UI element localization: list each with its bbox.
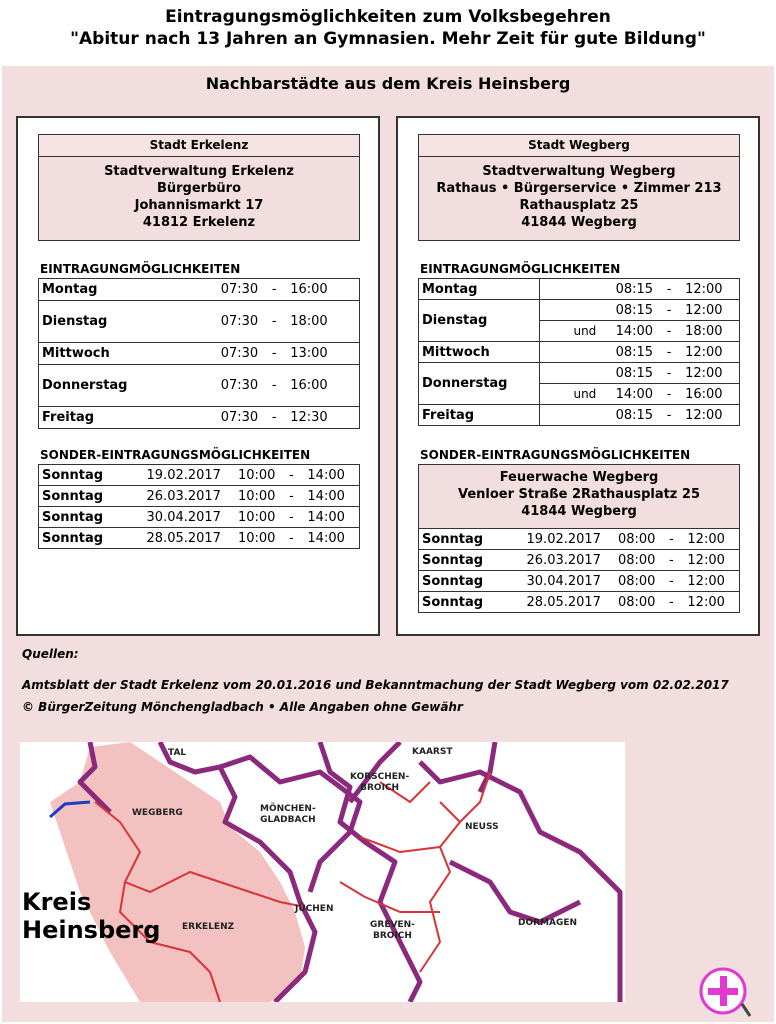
map-label-grevenbroich: GREVEN- BROICH <box>370 920 415 941</box>
address-line: Rathaus • Bürgerservice • Zimmer 213 <box>436 181 722 196</box>
map-label-moenchengladbach: MÖNCHEN- GLADBACH <box>260 804 316 825</box>
day-cell: Sonntag <box>419 571 504 592</box>
table-row <box>419 529 740 550</box>
day-cell: Mittwoch <box>39 343 190 365</box>
map-drawing <box>20 742 625 1002</box>
section-subtitle: Nachbarstädte aus dem Kreis Heinsberg <box>205 74 571 93</box>
erkelenz-regular-table <box>38 278 360 429</box>
wegberg-city-header: Stadt Wegberg <box>419 135 739 157</box>
time-to: 14:00 <box>304 465 359 486</box>
time-to: 14:00 <box>304 486 359 507</box>
day-cell: Montag <box>419 279 540 300</box>
map-title <box>22 888 160 944</box>
date-cell: 30.04.2017 <box>123 507 224 528</box>
time-to: 12:30 <box>287 407 359 429</box>
map-title-line-1: Kreis <box>22 888 92 916</box>
wegberg-regular-table <box>418 278 740 426</box>
erkelenz-address <box>39 157 359 231</box>
table-row <box>39 507 360 528</box>
table-row <box>419 550 740 571</box>
dash: - <box>656 342 682 363</box>
wegberg-regular-heading: EINTRAGUNGMÖGLICHKEITEN <box>420 262 621 276</box>
page-title-line-2: "Abitur nach 13 Jahren an Gymnasien. Mehr Zeit für gute Bildung" <box>70 29 706 49</box>
time-to: 12:00 <box>684 592 739 613</box>
address-line: Stadtverwaltung Erkelenz <box>104 164 294 179</box>
location-line: Feuerwache Wegberg <box>499 470 659 485</box>
time-from: 14:00 <box>599 321 656 342</box>
time-from: 08:15 <box>599 279 656 300</box>
time-from: 07:30 <box>190 343 261 365</box>
day-cell: Donnerstag <box>39 365 190 407</box>
dash: - <box>656 405 682 426</box>
region-map <box>20 742 625 1002</box>
time-from: 10:00 <box>224 486 278 507</box>
dash: - <box>656 321 682 342</box>
time-to: 12:00 <box>684 571 739 592</box>
day-cell: Sonntag <box>39 507 124 528</box>
table-row <box>419 300 740 321</box>
time-to: 16:00 <box>287 279 359 301</box>
erkelenz-card <box>16 116 380 636</box>
add-plus-button[interactable] <box>698 964 752 1018</box>
location-line: 41844 Wegberg <box>521 504 637 519</box>
dash: - <box>658 592 684 613</box>
time-from: 08:15 <box>599 300 656 321</box>
time-to: 12:00 <box>682 405 739 426</box>
time-to: 12:00 <box>684 529 739 550</box>
table-row <box>419 342 740 363</box>
day-cell: Sonntag <box>419 550 504 571</box>
map-label-dormagen: DORMAGEN <box>518 918 578 928</box>
table-row <box>39 365 360 407</box>
day-cell: Donnerstag <box>419 363 540 405</box>
content-panel <box>2 66 774 1022</box>
day-cell: Sonntag <box>39 465 124 486</box>
sources-line-2: © BürgerZeitung Mönchengladbach • Alle Angaben ohne Gewähr <box>22 700 463 714</box>
date-cell: 19.02.2017 <box>123 465 224 486</box>
time-from: 10:00 <box>224 465 278 486</box>
erkelenz-regular-heading: EINTRAGUNGMÖGLICHKEITEN <box>40 262 241 276</box>
wegberg-address <box>419 157 739 231</box>
dash: - <box>658 550 684 571</box>
table-row <box>39 407 360 429</box>
wegberg-card <box>396 116 760 636</box>
time-to: 18:00 <box>287 301 359 343</box>
date-cell: 26.03.2017 <box>503 550 604 571</box>
time-from: 08:15 <box>599 363 656 384</box>
dash: - <box>278 486 304 507</box>
map-label-neuss: NEUSS <box>465 822 499 832</box>
erkelenz-special-heading: SONDER-EINTRAGUNGSMÖGLICHKEITEN <box>40 448 311 462</box>
dash: - <box>261 407 287 429</box>
time-to: 14:00 <box>304 528 359 549</box>
day-cell: Sonntag <box>419 592 504 613</box>
day-cell: Mittwoch <box>419 342 540 363</box>
table-row <box>419 363 740 384</box>
day-cell: Dienstag <box>39 301 190 343</box>
plus-icon <box>698 964 752 1018</box>
time-to: 14:00 <box>304 507 359 528</box>
wegberg-address-box <box>418 134 740 241</box>
address-line: 41844 Wegberg <box>521 215 637 230</box>
time-from: 10:00 <box>224 507 278 528</box>
time-from: 08:00 <box>604 571 658 592</box>
erkelenz-special-table <box>38 464 360 549</box>
map-label-erkelenz: ERKELENZ <box>182 922 235 932</box>
time-to: 18:00 <box>682 321 739 342</box>
dash: - <box>658 571 684 592</box>
date-cell: 28.05.2017 <box>123 528 224 549</box>
time-from: 07:30 <box>190 407 261 429</box>
time-from: 10:00 <box>224 528 278 549</box>
table-row <box>39 465 360 486</box>
time-to: 12:00 <box>682 300 739 321</box>
day-cell: Freitag <box>39 407 190 429</box>
sources-line-1: Amtsblatt der Stadt Erkelenz vom 20.01.2016 und Bekanntmachung der Stadt Wegberg vom 02.02.2017 <box>22 678 729 692</box>
wegberg-special-heading: SONDER-EINTRAGUNGSMÖGLICHKEITEN <box>420 448 691 462</box>
day-cell: Montag <box>39 279 190 301</box>
date-cell: 30.04.2017 <box>503 571 604 592</box>
dash: - <box>656 300 682 321</box>
address-line: 41812 Erkelenz <box>142 215 256 230</box>
table-row <box>419 405 740 426</box>
address-line: Bürgerbüro <box>156 181 241 196</box>
wegberg-special-table <box>418 528 740 613</box>
page-title-line-1: Eintragungsmöglichkeiten zum Volksbegehren <box>165 7 611 27</box>
map-label-wegberg: WEGBERG <box>132 808 183 818</box>
map-label-juechen: JÜCHEN <box>295 904 334 914</box>
table-row <box>39 343 360 365</box>
map-label-korschenbroich: KORSCHEN- BROICH <box>350 772 410 793</box>
dash: - <box>261 365 287 407</box>
day-cell: Freitag <box>419 405 540 426</box>
day-cell: Dienstag <box>419 300 540 342</box>
dash: - <box>656 384 682 405</box>
table-row <box>39 279 360 301</box>
map-label-kaarst: KAARST <box>412 747 453 757</box>
time-from: 08:15 <box>599 342 656 363</box>
wegberg-special-location <box>418 464 740 528</box>
address-line: Rathausplatz 25 <box>519 198 639 213</box>
und-label: und <box>539 384 599 405</box>
time-from: 07:30 <box>190 279 261 301</box>
erkelenz-address-box <box>38 134 360 241</box>
time-from: 08:00 <box>604 592 658 613</box>
table-row <box>39 301 360 343</box>
date-cell: 19.02.2017 <box>503 529 604 550</box>
time-to: 12:00 <box>682 279 739 300</box>
day-cell: Sonntag <box>39 528 124 549</box>
dash: - <box>278 465 304 486</box>
time-from: 07:30 <box>190 301 261 343</box>
time-to: 16:00 <box>682 384 739 405</box>
map-label-tal: TAL <box>168 748 187 758</box>
time-to: 13:00 <box>287 343 359 365</box>
time-to: 16:00 <box>287 365 359 407</box>
time-from: 08:00 <box>604 529 658 550</box>
dash: - <box>658 529 684 550</box>
dash: - <box>278 528 304 549</box>
table-row <box>419 571 740 592</box>
time-to: 12:00 <box>682 342 739 363</box>
day-cell: Sonntag <box>419 529 504 550</box>
date-cell: 28.05.2017 <box>503 592 604 613</box>
dash: - <box>278 507 304 528</box>
date-cell: 26.03.2017 <box>123 486 224 507</box>
time-from: 07:30 <box>190 365 261 407</box>
address-line: Johannismarkt 17 <box>134 198 264 213</box>
time-to: 12:00 <box>682 363 739 384</box>
location-line: Venloer Straße 2Rathausplatz 25 <box>457 487 700 502</box>
time-to: 12:00 <box>684 550 739 571</box>
table-row <box>39 486 360 507</box>
table-row <box>419 279 740 300</box>
sources-label: Quellen: <box>22 647 79 661</box>
dash: - <box>261 279 287 301</box>
table-row <box>419 592 740 613</box>
dash: - <box>656 363 682 384</box>
map-title-line-2: Heinsberg <box>22 916 161 944</box>
page-title <box>0 6 776 50</box>
time-from: 08:00 <box>604 550 658 571</box>
und-label: und <box>539 321 599 342</box>
dash: - <box>656 279 682 300</box>
day-cell: Sonntag <box>39 486 124 507</box>
dash: - <box>261 343 287 365</box>
time-from: 08:15 <box>599 405 656 426</box>
time-from: 14:00 <box>599 384 656 405</box>
dash: - <box>261 301 287 343</box>
table-row <box>39 528 360 549</box>
erkelenz-city-header: Stadt Erkelenz <box>39 135 359 157</box>
address-line: Stadtverwaltung Wegberg <box>482 164 676 179</box>
